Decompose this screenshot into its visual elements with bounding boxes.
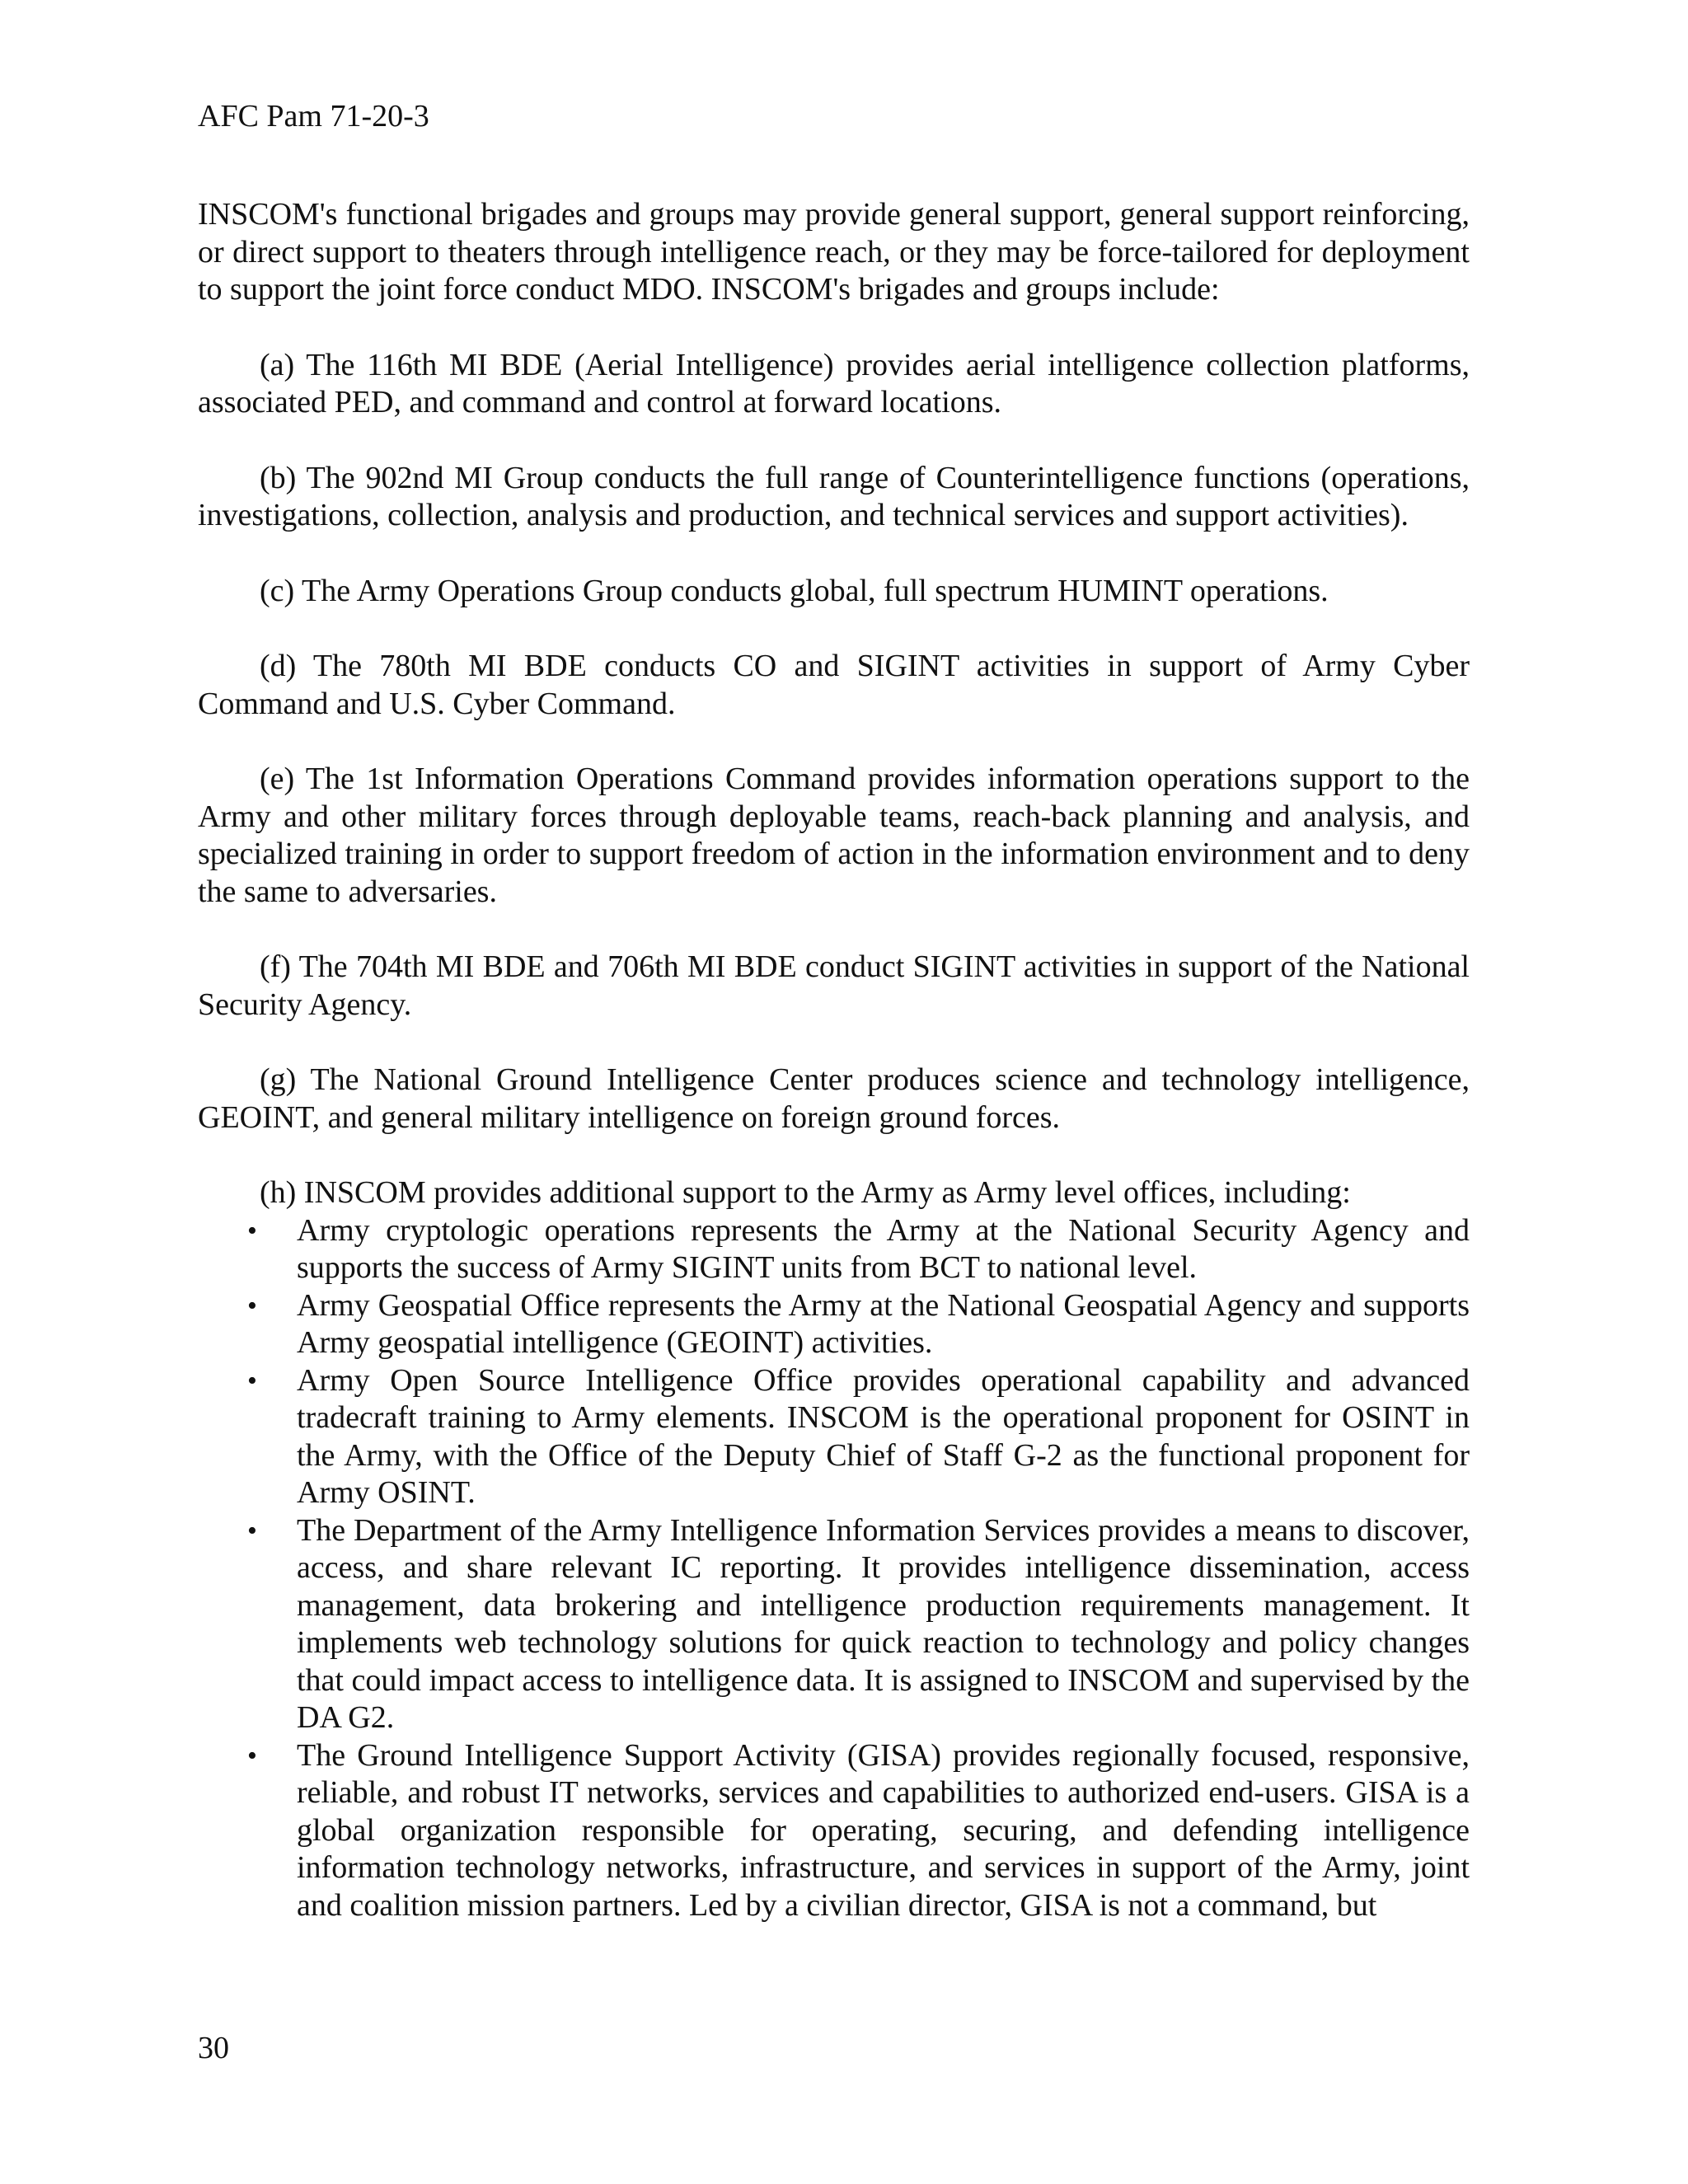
bullet-text: Army Geospatial Office represents the Army at the National Geospatial Agency and supports Army geospatial intelligence (GEOINT) activities.	[297, 1287, 1470, 1360]
page-header: AFC Pam 71-20-3	[198, 99, 429, 134]
bullet-icon: •	[247, 1740, 257, 1771]
bullet-item	[198, 1362, 1470, 1512]
bullet-text: The Department of the Army Intelligence Information Services provides a means to discover, access, and share relevant IC reporting. It provides intelligence dissemination, access management, data brokering and intelligence production requirements management. It implements web technology solutions for quick reaction to technology and policy changes that could impact access to intelligence data. It is assigned to INSCOM and supervised by the DA G2.	[297, 1512, 1470, 1735]
bullet-icon: •	[247, 1215, 257, 1246]
bullet-text: Army cryptologic operations represents the Army at the National Security Agency and supports the success of Army SIGINT units from BCT to national level.	[297, 1212, 1470, 1285]
bullet-text: Army Open Source Intelligence Office provides operational capability and advanced tradecraft training to Army elements. INSCOM is the operational proponent for OSINT in the Army, with the Office of the Deputy Chief of Staff G-2 as the functional proponent for Army OSINT.	[297, 1362, 1470, 1510]
item-h-paragraph: (h) INSCOM provides additional support to the Army as Army level offices, including:	[260, 1175, 1351, 1210]
item-f-paragraph: (f) The 704th MI BDE and 706th MI BDE conduct SIGINT activities in support of the National Security Agency.	[198, 949, 1470, 1022]
army-offices-bullet-list	[198, 1212, 1470, 1925]
page-number: 30	[198, 2031, 229, 2065]
bullet-item	[198, 1512, 1470, 1737]
item-d-paragraph: (d) The 780th MI BDE conducts CO and SIGINT activities in support of Army Cyber Command and U.S. Cyber Command.	[198, 649, 1470, 721]
bullet-item	[198, 1212, 1470, 1287]
bullet-icon: •	[247, 1365, 257, 1396]
item-e-paragraph: (e) The 1st Information Operations Command provides information operations support to the Army and other military forces through deployable teams, reach-back planning and analysis, and specialized training in order to support freedom of action in the information environment and to deny the same to adversaries.	[198, 762, 1470, 909]
item-a-paragraph: (a) The 116th MI BDE (Aerial Intelligence) provides aerial intelligence collection platforms, associated PED, and command and control at forward locations.	[198, 347, 1470, 419]
bullet-item	[198, 1737, 1470, 1925]
item-g-paragraph: (g) The National Ground Intelligence Center produces science and technology intelligence, GEOINT, and general military intelligence on foreign ground forces.	[198, 1062, 1470, 1135]
item-c-paragraph: (c) The Army Operations Group conducts global, full spectrum HUMINT operations.	[260, 573, 1329, 608]
intro-paragraph: INSCOM's functional brigades and groups may provide general support, general support reinforcing, or direct support to theaters through intelligence reach, or they may be force-tailored for deployment to support the joint force conduct MDO. INSCOM's brigades and groups include:	[198, 197, 1470, 307]
document-body	[198, 196, 1470, 1924]
bullet-text: The Ground Intelligence Support Activity (GISA) provides regionally focused, responsive, reliable, and robust IT networks, services and capabilities to authorized end-users. GISA is a global organization responsible for operating, securing, and defending intelligence information technology networks, infrastructure, and services in support of the Army, joint and coalition mission partners. Led by a civilian director, GISA is not a command, but	[297, 1737, 1470, 1923]
item-b-paragraph: (b) The 902nd MI Group conducts the full range of Counterintelligence functions (operations, investigations, collection, analysis and production, and technical services and support activities).	[198, 460, 1470, 532]
bullet-icon: •	[247, 1515, 257, 1546]
bullet-item	[198, 1287, 1470, 1362]
bullet-icon: •	[247, 1290, 257, 1321]
